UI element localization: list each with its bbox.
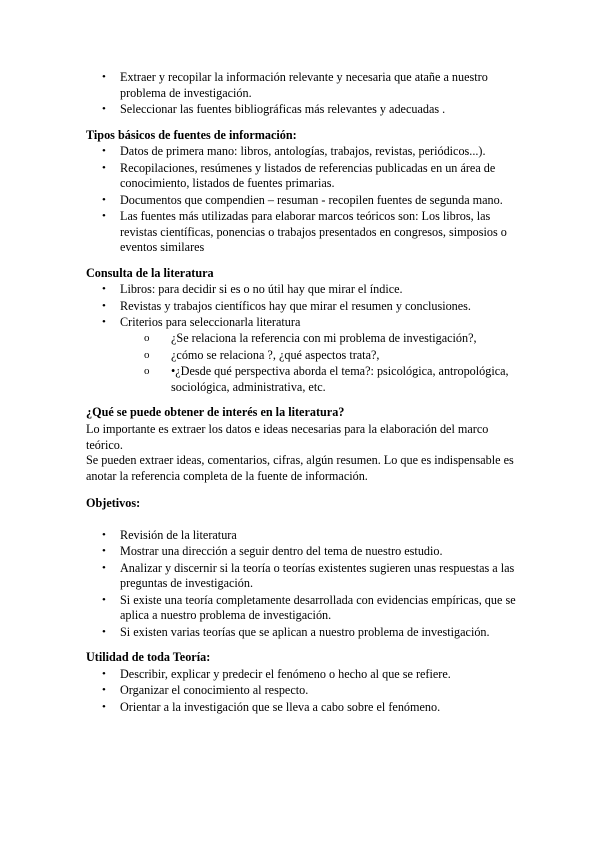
bullet-icon: • — [102, 145, 106, 158]
section-heading-que-obtener: ¿Qué se puede obtener de interés en la literatura? — [86, 405, 345, 420]
section-heading-objetivos: Objetivos: — [86, 496, 141, 511]
bullet-icon: • — [102, 529, 106, 542]
intro-list — [86, 70, 526, 118]
paragraph: Se pueden extraer ideas, comentarios, cifras, algún resumen. Lo que es indispensable es anotar la referencia completa de la fuente de información. — [86, 453, 514, 483]
list-item-text: Revisión de la literatura — [120, 528, 237, 543]
sub-list-item-text: •¿Desde qué perspectiva aborda el tema?: psicológica, antropológica, sociológica, administrativa, etc. — [171, 364, 509, 394]
bullet-icon: • — [102, 71, 106, 83]
sub-list-item-text: ¿cómo se relaciona ?, ¿qué aspectos trata?, — [171, 347, 380, 362]
sub-list-item — [86, 331, 526, 347]
utilidad-list — [86, 667, 526, 715]
list-item-text: Si existen varias teorías que se aplican a nuestro problema de investigación. — [120, 624, 490, 639]
list-item-text: Revistas y trabajos científicos hay que mirar el resumen y conclusiones. — [120, 298, 471, 313]
list-item — [86, 299, 526, 315]
list-item-text: Las fuentes más utilizadas para elaborar marcos teóricos son: Los libros, las revistas científicas, ponencias o trabajos presentados en congresos, simposios o eventos similares — [120, 208, 507, 255]
list-item-text: Recopilaciones, resúmenes y listados de referencias publicadas en un área de conocimiento, listados de fuentes primarias. — [120, 160, 496, 191]
list-item — [86, 102, 526, 118]
list-item — [86, 209, 526, 256]
list-item — [86, 315, 526, 331]
bullet-icon: • — [102, 625, 106, 638]
bullet-icon: • — [102, 283, 106, 296]
sub-list-item — [86, 364, 526, 395]
list-item-text: Organizar el conocimiento al respecto. — [120, 683, 309, 698]
bullet-icon: • — [102, 209, 106, 222]
list-item — [86, 161, 526, 192]
list-item-text: Criterios para seleccionarla literatura — [120, 315, 301, 330]
bullet-icon: • — [102, 593, 106, 606]
list-item — [86, 528, 526, 544]
list-item — [86, 70, 526, 101]
bullet-icon: • — [102, 700, 106, 713]
list-item-text: Mostrar una dirección a seguir dentro del tema de nuestro estudio. — [120, 544, 443, 559]
list-item-text: Extraer y recopilar la información relevante y necesaria que atañe a nuestro problema de investigación. — [120, 70, 488, 100]
paragraph: Lo importante es extraer los datos e ideas necesarias para la elaboración del marco teórico. — [86, 422, 489, 452]
list-item-text: Orientar a la investigación que se lleva a cabo sobre el fenómeno. — [120, 699, 441, 714]
list-item-text: Si existe una teoría completamente desarrollada con evidencias empíricas, que se aplica a nuestro problema de investigación. — [120, 592, 516, 623]
list-item — [86, 282, 526, 298]
list-item-text: Libros: para decidir si es o no útil hay que mirar el índice. — [120, 282, 403, 297]
section-heading-tipos: Tipos básicos de fuentes de información: — [86, 127, 297, 142]
sub-list-item — [86, 348, 526, 364]
section-heading-consulta: Consulta de la literatura — [86, 265, 214, 280]
bullet-icon: • — [102, 161, 106, 174]
list-item — [86, 561, 526, 592]
bullet-icon: • — [102, 667, 106, 680]
list-item — [86, 625, 526, 641]
circle-bullet-icon: o — [144, 332, 150, 345]
objetivos-list — [86, 528, 526, 640]
list-item — [86, 667, 526, 683]
list-item — [86, 193, 526, 209]
list-item-text: Analizar y discernir si la teoría o teorías existentes sugieren unas respuestas a las preguntas de investigación. — [120, 560, 515, 591]
list-item — [86, 593, 526, 624]
criterios-sublist — [86, 331, 526, 395]
list-item — [86, 700, 526, 716]
list-item — [86, 683, 526, 699]
list-item-text: Documentos que compendien – resuman - recopilen fuentes de segunda mano. — [120, 192, 503, 207]
bullet-icon: • — [102, 102, 106, 115]
bullet-icon: • — [102, 561, 106, 574]
bullet-icon: • — [102, 684, 106, 697]
bullet-icon: • — [102, 545, 106, 558]
list-item-text: Seleccionar las fuentes bibliográficas más relevantes y adecuadas . — [120, 101, 446, 116]
document-body — [86, 70, 526, 716]
list-item — [86, 544, 526, 560]
bullet-icon: • — [102, 316, 106, 329]
circle-bullet-icon: o — [144, 348, 150, 361]
bullet-icon: • — [102, 299, 106, 312]
consulta-list — [86, 282, 526, 330]
tipos-list — [86, 144, 526, 256]
circle-bullet-icon: o — [144, 365, 150, 378]
section-heading-utilidad: Utilidad de toda Teoría: — [86, 650, 211, 665]
list-item — [86, 144, 526, 160]
spacer — [86, 513, 526, 528]
list-item-text: Datos de primera mano: libros, antologías, trabajos, revistas, periódicos...). — [120, 144, 486, 159]
bullet-icon: • — [102, 193, 106, 206]
list-item-text: Describir, explicar y predecir el fenómeno o hecho al que se refiere. — [120, 666, 451, 681]
sub-list-item-text: ¿Se relaciona la referencia con mi problema de investigación?, — [171, 331, 477, 346]
